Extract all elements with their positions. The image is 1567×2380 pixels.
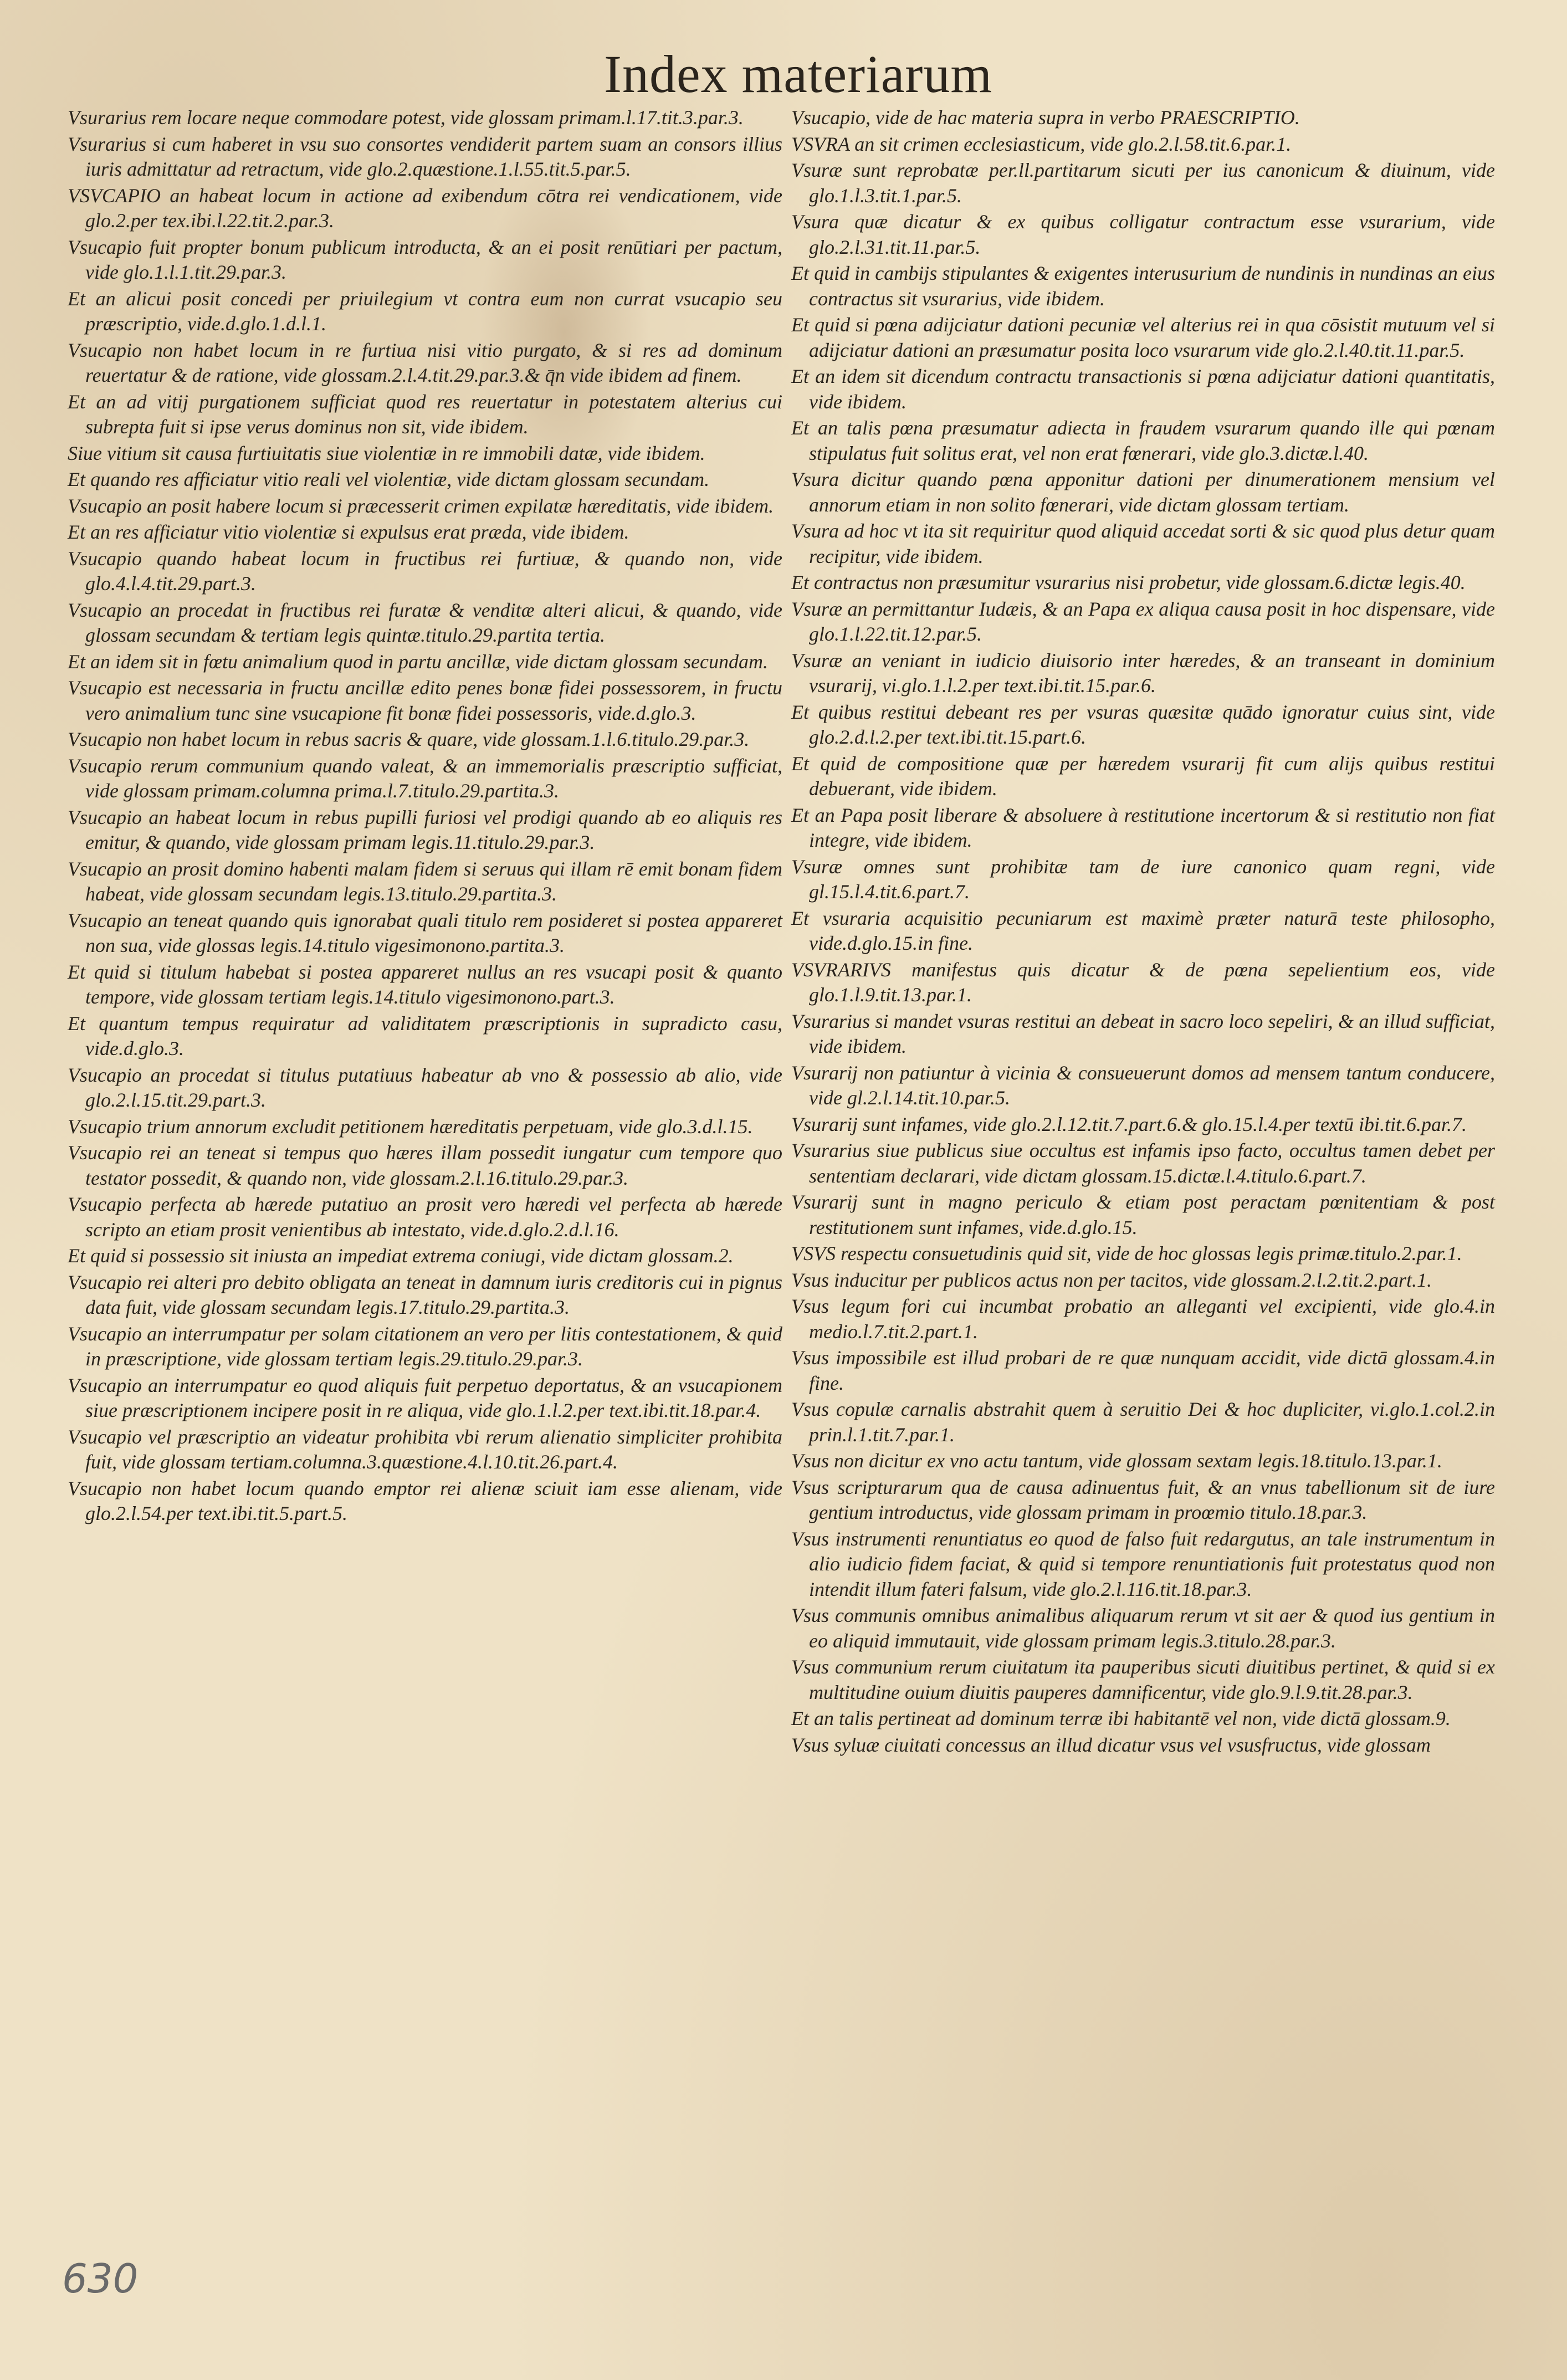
index-entry: Vsurarius si cum haberet in vsu suo consortes vendiderit partem suam an consors illius iuris admittatur ad retractum, vide glo.2.quæstione.1.l.55.tit.5.par.5. — [68, 132, 782, 180]
running-head: Index materiarum — [604, 44, 993, 104]
index-entry: Vsurarij non patiuntur à vicinia & consueuerunt domos ad mensem tantum conducere, vide gl.2.l.14.tit.10.par.5. — [791, 1061, 1495, 1109]
index-entry: Vsura dicitur quando pœna apponitur dationi per dinumerationem mensium vel annorum etiam in non solito fœnerari, vide dictam glossam tertiam. — [791, 468, 1495, 516]
index-entry: Et an ad vitij purgationem sufficiat quod res reuertatur in potestatem alterius cui subrepta fuit si ipse verus dominus non sit, vide ibidem. — [68, 390, 782, 438]
index-entry: Vsus inducitur per publicos actus non per tacitos, vide glossam.2.l.2.tit.2.part.1. — [791, 1268, 1432, 1291]
index-entry: Et an alicui posit concedi per priuilegium vt contra eum non currat vsucapio seu præscriptio, vide.d.glo.1.d.l.1. — [68, 287, 782, 335]
index-entry: Vsucapio non habet locum in re furtiua nisi vitio purgato, & si res ad dominum reuertatur & de ratione, vide glossam.2.l.4.tit.29.par.3.& q̄n vide ibidem ad finem. — [68, 339, 782, 386]
index-entry: Vsuræ an veniant in iudicio diuisorio inter hæredes, & an transeant in dominium vsurarij, vi.glo.1.l.2.per text.ibi.tit.15.par.6. — [791, 649, 1495, 697]
index-entry: Vsus impossibile est illud probari de re quæ nunquam accidit, vide dictā glossam.4.in fine. — [791, 1347, 1495, 1394]
index-entry: Vsucapio an posit habere locum si præcesserit crimen expilatæ hæreditatis, vide ibidem. — [68, 494, 774, 517]
index-entry: Vsus copulæ carnalis abstrahit quem à seruitio Dei & hoc dupliciter, vi.glo.1.col.2.in prin.l.1.tit.7.par.1. — [791, 1398, 1495, 1446]
index-entry: Et vsuraria acquisitio pecuniarum est maximè præter naturā teste philosopho, vide.d.glo.15.in fine. — [791, 907, 1495, 954]
index-entry: Vsucapio est necessaria in fructu ancillæ edito penes bonæ fidei possessorem, in fructu vero animalium tunc sine vsucapione fit bonæ fidei possessoris, vide.d.glo.3. — [68, 677, 782, 724]
index-entry: Siue vitium sit causa furtiuitatis siue violentiæ in re immobili datæ, vide ibidem. — [68, 442, 705, 464]
right-column — [791, 105, 1495, 1759]
index-entry: Et quid si possessio sit iniusta an impediat extrema coniugi, vide dictam glossam.2. — [68, 1245, 734, 1267]
index-entry: Vsucapio an procedat in fructibus rei furatæ & venditæ alteri alicui, & quando, vide glossam secundam & tertiam legis quintæ.titulo.29.partita tertia. — [68, 598, 782, 646]
index-entry: Et quid in cambijs stipulantes & exigentes interusurium de nundinis in nundinas an eius contractus sit vsurarius, vide ibidem. — [791, 262, 1495, 310]
index-entry: Et an talis pertineat ad dominum terræ ibi habitantē vel non, vide dictā glossam.9. — [791, 1707, 1451, 1729]
index-entry: Vsucapio an habeat locum in rebus pupilli furiosi vel prodigi quando ab eo aliquis res emitur, & quando, vide glossam primam legis.11.titulo.29.par.3. — [68, 806, 782, 853]
index-entry: Vsuræ omnes sunt prohibitæ tam de iure canonico quam regni, vide gl.15.l.4.tit.6.part.7. — [791, 855, 1495, 903]
index-entry: VSVRARIVS manifestus quis dicatur & de pœna sepelientium eos, vide glo.1.l.9.tit.13.par.1. — [791, 958, 1495, 1006]
index-entry: Et an idem sit dicendum contractu transactionis si pœna adijciatur dationi quantitatis, vide ibidem. — [791, 365, 1495, 413]
index-entry: Vsurarius siue publicus siue occultus est infamis ipso facto, occultus tamen debet per sententiam declarari, vide dictam glossam.15.dictæ.l.4.titulo.6.part.7. — [791, 1139, 1495, 1187]
index-entry: Vsus scripturarum qua de causa adinuentus fuit, & an vnus tabellionum sit de iure gentium introductus, vide glossam primam in proœmio titulo.18.par.3. — [791, 1476, 1495, 1523]
index-entry: Vsucapio non habet locum in rebus sacris & quare, vide glossam.1.l.6.titulo.29.par.3. — [68, 728, 750, 750]
index-entry: Vsuræ an permittantur Iudæis, & an Papa ex aliqua causa posit in hoc dispensare, vide glo.1.l.22.tit.12.par.5. — [791, 597, 1495, 645]
index-entry: Et an idem sit in fœtu animalium quod in partu ancillæ, vide dictam glossam secundam. — [68, 650, 768, 673]
index-entry: Vsucapio an interrumpatur eo quod aliquis fuit perpetuo deportatus, & an vsucapionem siue præscriptionem incipere posit in re aliqua, vide glo.1.l.2.per text.ibi.tit.18.par.4. — [68, 1374, 782, 1421]
index-entry: Vsurarius rem locare neque commodare potest, vide glossam primam.l.17.tit.3.par.3. — [68, 106, 744, 129]
index-entry: VSVRA an sit crimen ecclesiasticum, vide glo.2.l.58.tit.6.par.1. — [791, 132, 1292, 155]
index-entry: Vsucapio quando habeat locum in fructibus rei furtiuæ, & quando non, vide glo.4.l.4.tit.29.part.3. — [68, 547, 782, 595]
index-entry: VSVCAPIO an habeat locum in actione ad exibendum cōtra rei vendicationem, vide glo.2.per tex.ibi.l.22.tit.2.par.3. — [68, 184, 782, 232]
index-entry: Vsucapio an prosit domino habenti malam fidem si seruus qui illam rē emit bonam fidem habeat, vide glossam secundam legis.13.titulo.29.partita.3. — [68, 857, 782, 905]
index-entry: Vsucapio rei alteri pro debito obligata an teneat in damnum iuris creditoris cui in pignus data fuit, vide glossam secundam legis.17.titulo.29.partita.3. — [68, 1271, 782, 1318]
index-entry: Vsucapio rerum communium quando valeat, & an immemorialis præscriptio sufficiat, vide glossam primam.columna prima.l.7.titulo.29.partita.3. — [68, 754, 782, 802]
index-entry: Vsurarij sunt infames, vide glo.2.l.12.tit.7.part.6.& glo.15.l.4.per textū ibi.tit.6.par.7. — [791, 1113, 1467, 1135]
index-entry: Et quibus restitui debeant res per vsuras quæsitæ quādo ignoratur cuius sint, vide glo.2.d.l.2.per text.ibi.tit.15.part.6. — [791, 700, 1495, 748]
index-entry: Vsura quæ dicatur & ex quibus colligatur contractum esse vsurarium, vide glo.2.l.31.tit.11.par.5. — [791, 211, 1495, 258]
index-entry: Vsucapio fuit propter bonum publicum introducta, & an ei posit renūtiari per pactum, vide glo.1.l.1.tit.29.par.3. — [68, 236, 782, 283]
index-entry: Vsura ad hoc vt ita sit requiritur quod aliquid accedat sorti & sic quod plus detur quam recipitur, vide ibidem. — [791, 520, 1495, 567]
index-entry: Et quid si titulum habebat si postea appareret nullus an res vsucapi posit & quanto tempore, vide glossam tertiam legis.14.titulo vigesimonono.part.3. — [68, 960, 782, 1008]
index-entry: Et an res afficiatur vitio violentiæ si expulsus erat præda, vide ibidem. — [68, 521, 629, 543]
index-entry: Vsurarij sunt in magno periculo & etiam post peractam pœnitentiam & post restitutionem sunt infames, vide.d.glo.15. — [791, 1191, 1495, 1238]
index-entry: Vsucapio an teneat quando quis ignorabat quali titulo rem posideret si postea appareret non sua, vide glossas legis.14.titulo vigesimonono.partita.3. — [68, 909, 782, 956]
index-entry: Vsucapio rei an teneat si tempus quo hæres illam possedit iungatur cum tempore quo testator possedit, & quando non, vide glossam.2.l.16.titulo.29.par.3. — [68, 1142, 782, 1189]
index-entry: Vsus instrumenti renuntiatus eo quod de falso fuit redargutus, an tale instrumentum in alio iudicio fidem faciat, & quid si tempore renuntiationis fuit protestatus quod non intendit illum fateri falsum, vide glo.2.l.116.tit.18.par.3. — [791, 1527, 1495, 1600]
index-entry: Et quid si pœna adijciatur dationi pecuniæ vel alterius rei in qua cōsistit mutuum vel si adijciatur dationi an præsumatur posita loco vsurarum vide glo.2.l.40.tit.11.par.5. — [791, 314, 1495, 361]
left-column — [68, 105, 782, 1528]
handwritten-folio-number: 630 — [62, 2255, 139, 2302]
index-entry: Vsus communium rerum ciuitatum ita pauperibus sicuti diuitibus pertinet, & quid si ex multitudine ouium diuitis pauperes damnificentur, vide glo.9.l.9.tit.28.par.3. — [791, 1656, 1495, 1703]
index-entry: Vsus communis omnibus animalibus aliquarum rerum vt sit aer & quod ius gentium in eo aliquid immutauit, vide glossam primam legis.3.titulo.28.par.3. — [791, 1604, 1495, 1652]
index-entry: Et quantum tempus requiratur ad validitatem præscriptionis in supradicto casu, vide.d.glo.3. — [68, 1012, 782, 1060]
index-entry: Vsus syluæ ciuitati concessus an illud dicatur vsus vel vsusfructus, vide glossam — [791, 1733, 1431, 1756]
index-entry: Et an talis pœna præsumatur adiecta in fraudem vsurarum quando ille qui pœnam stipulatus fuit solitus erat, vel non erat fœnerari, vide glo.3.dictæ.l.40. — [791, 417, 1495, 464]
index-entry: Et quando res afficiatur vitio reali vel violentiæ, vide dictam glossam secundam. — [68, 468, 710, 490]
index-entry: Vsus non dicitur ex vno actu tantum, vide glossam sextam legis.18.titulo.13.par.1. — [791, 1450, 1442, 1472]
index-entry: VSVS respectu consuetudinis quid sit, vide de hoc glossas legis primæ.titulo.2.par.1. — [791, 1242, 1462, 1265]
index-entry: Vsucapio non habet locum quando emptor rei alienæ sciuit iam esse alienam, vide glo.2.l.54.per text.ibi.tit.5.part.5. — [68, 1477, 782, 1524]
index-entry: Et an Papa posit liberare & absoluere à restitutione incertorum & si restitutio non fiat integre, vide ibidem. — [791, 803, 1495, 851]
index-entry: Et quid de compositione quæ per hæredem vsurarij fit cum alijs quibus restitui debuerant, vide ibidem. — [791, 752, 1495, 800]
index-entry: Vsucapio, vide de hac materia supra in verbo PRAESCRIPTIO. — [791, 106, 1300, 129]
index-entry: Vsus legum fori cui incumbat probatio an alleganti vel excipienti, vide glo.4.in medio.l.7.tit.2.part.1. — [791, 1295, 1495, 1343]
index-entry: Vsucapio perfecta ab hærede putatiuo an prosit vero hæredi vel perfecta ab hærede scripto an etiam prosit venientibus ab intestato, vide.d.glo.2.d.l.16. — [68, 1193, 782, 1241]
index-entry: Vsucapio an interrumpatur per solam citationem an vero per litis contestationem, & quid in præscriptione, vide glossam tertiam legis.29.titulo.29.par.3. — [68, 1322, 782, 1370]
index-entry: Vsuræ sunt reprobatæ per.ll.partitarum sicuti per ius canonicum & diuinum, vide glo.1.l.3.tit.1.par.5. — [791, 159, 1495, 207]
index-entry: Et contractus non præsumitur vsurarius nisi probetur, vide glossam.6.dictæ legis.40. — [791, 571, 1466, 593]
index-entry: Vsucapio trium annorum excludit petitionem hæreditatis perpetuam, vide glo.3.d.l.15. — [68, 1115, 753, 1138]
index-entry: Vsucapio an procedat si titulus putatiuus habeatur ab vno & possessio ab alio, vide glo.2.l.15.tit.29.part.3. — [68, 1063, 782, 1111]
index-entry: Vsucapio vel præscriptio an videatur prohibita vbi rerum alienatio simpliciter prohibita fuit, vide glossam tertiam.columna.3.quæstione.4.l.10.tit.26.part.4. — [68, 1425, 782, 1473]
index-entry: Vsurarius si mandet vsuras restitui an debeat in sacro loco sepeliri, & an illud sufficiat, vide ibidem. — [791, 1010, 1495, 1057]
